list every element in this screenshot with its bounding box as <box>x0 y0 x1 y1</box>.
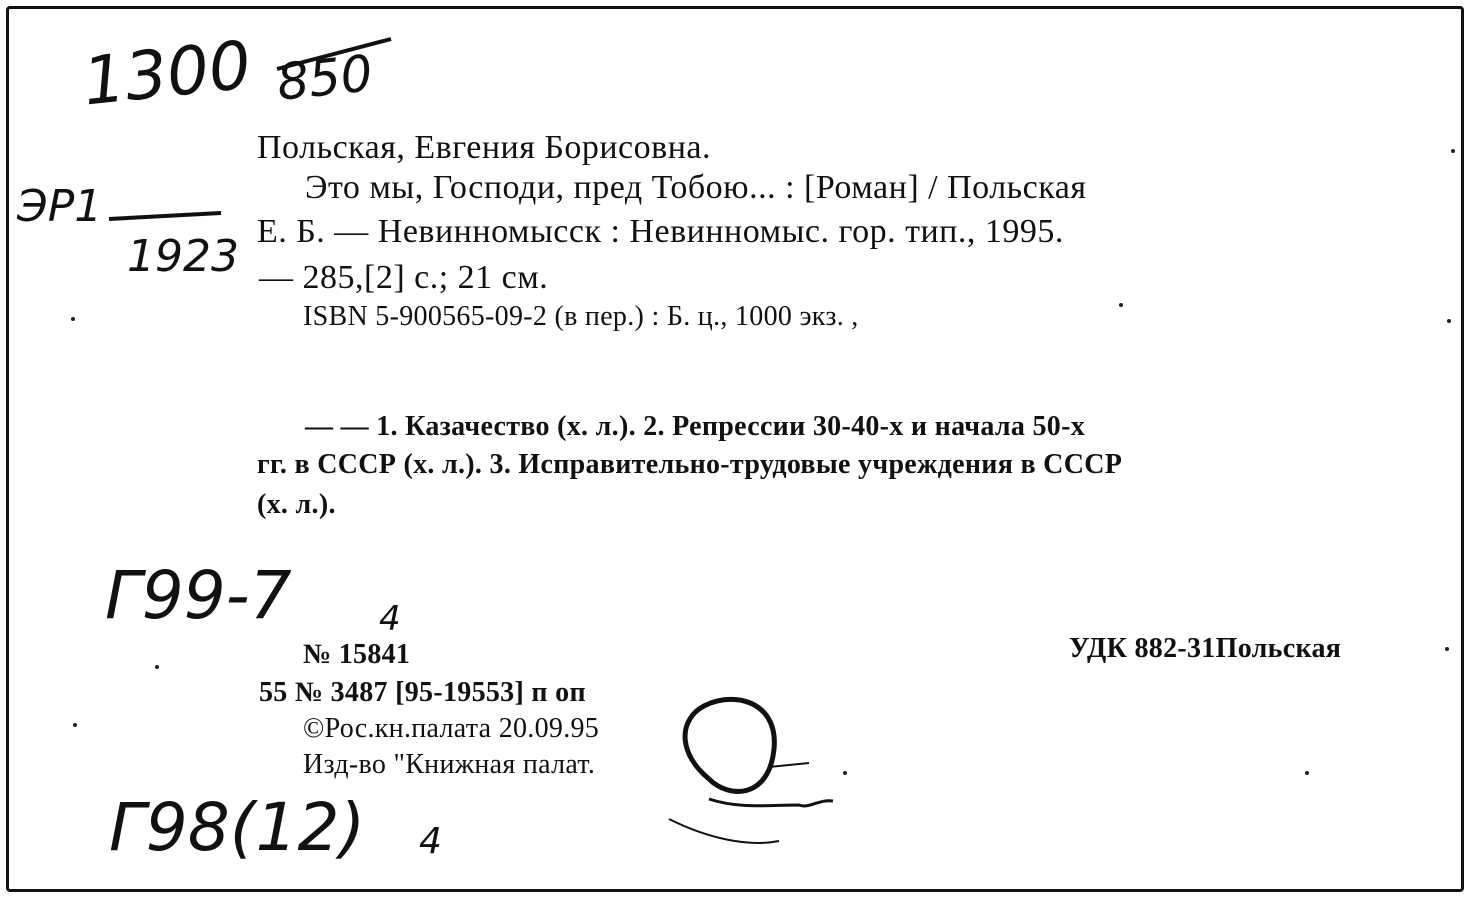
record-number: № 15841 <box>303 639 411 670</box>
handwritten-left-code-under: 1923 <box>127 231 239 282</box>
speck <box>1445 647 1449 651</box>
speck <box>71 317 75 321</box>
isbn-line: ISBN 5-900565-09-2 (в пер.) : Б. ц., 1000 экз. , <box>303 301 859 332</box>
handwritten-bottom-code-tail: 4 <box>419 821 442 862</box>
copyright-line: ©Рос.кн.палата 20.09.95 <box>303 713 600 744</box>
handwritten-mid-code: Г99-7 <box>105 557 292 634</box>
handwritten-bottom-code: Г98(12) <box>109 789 366 866</box>
handwritten-superscript-number: 850 <box>274 44 376 112</box>
author-heading: Польская, Евгения Борисовна. <box>257 129 711 166</box>
subjects-line-2: гг. в СССР (х. л.). 3. Исправительно-трудовые учреждения в СССР <box>257 449 1123 480</box>
speck <box>1447 319 1451 323</box>
subjects-line-3: (х. л.). <box>257 489 336 520</box>
speck <box>1119 303 1123 307</box>
speck <box>155 665 159 669</box>
publisher-line: Изд-во "Книжная палат. <box>303 749 596 780</box>
catalog-card <box>6 6 1464 892</box>
registration-line: 55 № 3487 [95-19553] п оп <box>259 677 586 708</box>
title-line-2: Е. Б. — Невинномысск : Невинномыс. гор. тип., 1995. <box>257 213 1064 250</box>
title-line-1: Это мы, Господи, пред Тобою... : [Роман] / Польская <box>305 169 1087 206</box>
handwritten-left-code: ЭР1 <box>17 181 103 232</box>
speck <box>843 771 847 775</box>
handwriting-strokes <box>9 9 1461 889</box>
subjects-line-1: — — 1. Казачество (х. л.). 2. Репрессии 30-40-х и начала 50-х <box>305 411 1086 442</box>
udk-code: УДК 882-31Польская <box>1069 633 1342 664</box>
handwritten-shelf-number: 1300 <box>79 26 255 121</box>
speck <box>73 723 77 727</box>
speck <box>1305 771 1309 775</box>
speck <box>1451 149 1455 153</box>
handwritten-mid-code-tail: 4 <box>379 599 401 639</box>
title-line-3: — 285,[2] с.; 21 см. <box>259 259 549 296</box>
